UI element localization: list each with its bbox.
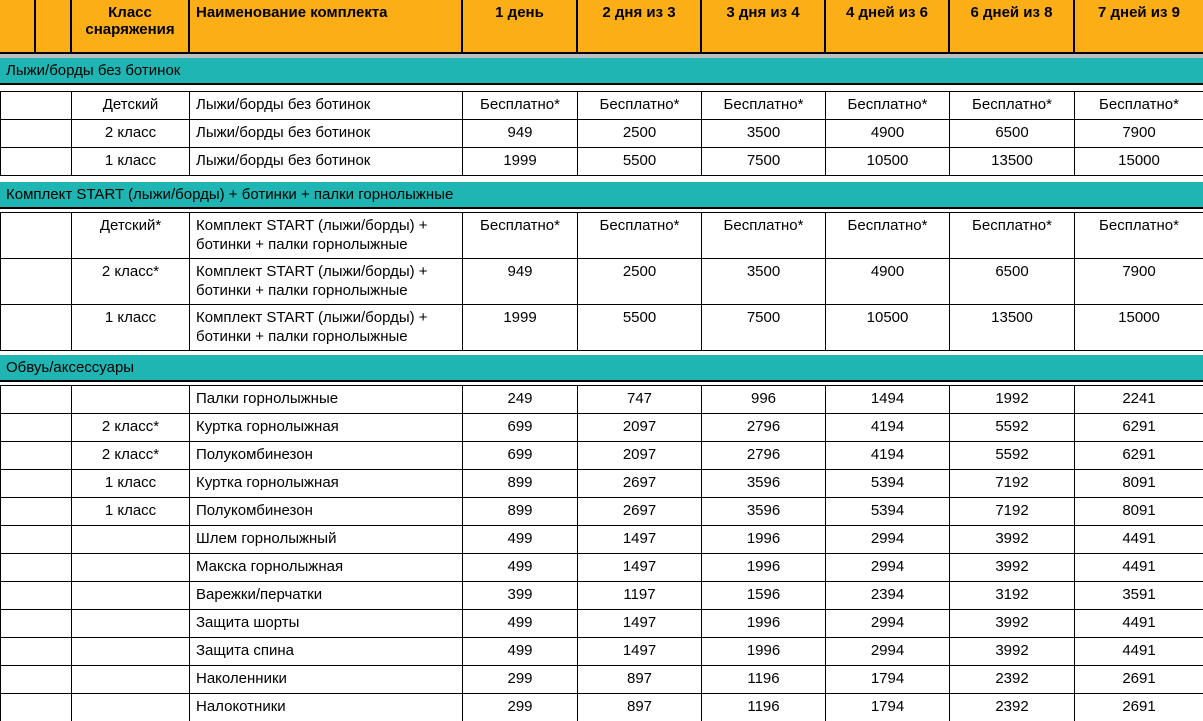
- name-cell: Полукомбинезон: [190, 442, 463, 469]
- class-cell: 2 класс*: [72, 414, 190, 441]
- name-cell: Наколенники: [190, 666, 463, 693]
- price-cell: Бесплатно*: [578, 213, 702, 258]
- price-cell: 1197: [578, 582, 702, 609]
- table-row: [0, 442, 1203, 470]
- section-title: Обвуь/аксессуары: [0, 355, 1203, 382]
- price-cell: Бесплатно*: [702, 92, 826, 119]
- table-row: [0, 666, 1203, 694]
- price-cell: 2697: [578, 498, 702, 525]
- price-cell: 15000: [1118, 152, 1160, 169]
- price-cell: 949: [463, 120, 578, 147]
- price-cell: 7900: [1122, 263, 1156, 280]
- header-cell-days-3of4: 3 дня из 4: [702, 0, 826, 52]
- class-cell: [72, 638, 190, 665]
- row-spacer-cell: [0, 526, 72, 553]
- price-cell: 499: [463, 526, 578, 553]
- header-cell-kit-name: Наименование комплекта: [190, 0, 463, 52]
- price-cell: 1497: [578, 526, 702, 553]
- price-cell: 5592: [950, 442, 1075, 469]
- price-cell: 2097: [578, 442, 702, 469]
- price-cell: 3992: [950, 638, 1075, 665]
- price-cell: 399: [463, 582, 578, 609]
- price-cell: 5592: [950, 414, 1075, 441]
- name-cell: Комплект START (лыжи/борды) + ботинки + палки горнолыжные: [190, 305, 463, 350]
- table-row: [0, 414, 1203, 442]
- price-cell: 5394: [826, 498, 950, 525]
- table-row: [0, 120, 1203, 148]
- class-cell: 2 класс: [72, 120, 190, 147]
- name-cell: Куртка горнолыжная: [190, 414, 463, 441]
- price-cell: 4900: [826, 259, 950, 304]
- price-cell: 1596: [702, 582, 826, 609]
- price-cell: 2994: [826, 526, 950, 553]
- price-cell: 2500: [578, 259, 702, 304]
- class-cell: [72, 582, 190, 609]
- row-spacer-cell: [0, 694, 72, 721]
- price-cell: Бесплатно*: [826, 92, 950, 119]
- price-cell: 699: [463, 442, 578, 469]
- price-cell: 1996: [702, 526, 826, 553]
- price-cell: 699: [463, 414, 578, 441]
- price-cell: 499: [463, 610, 578, 637]
- row-spacer-cell: [0, 213, 72, 258]
- name-cell: Защита спина: [190, 638, 463, 665]
- name-cell: Лыжи/борды без ботинок: [190, 92, 463, 119]
- price-cell: 1996: [702, 554, 826, 581]
- price-cell: 8091: [1122, 502, 1156, 519]
- price-cell: 3596: [702, 470, 826, 497]
- price-cell: Бесплатно*: [1099, 96, 1179, 113]
- name-cell: Комплект START (лыжи/борды) + ботинки + палки горнолыжные: [190, 259, 463, 304]
- price-cell: 899: [463, 498, 578, 525]
- name-cell: Шлем горнолыжный: [190, 526, 463, 553]
- price-cell: 6500: [950, 259, 1075, 304]
- price-cell: 15000: [1118, 309, 1160, 326]
- header-cell-days-4of6: 4 дней из 6: [826, 0, 950, 52]
- price-cell: 5394: [826, 470, 950, 497]
- price-cell: 3500: [702, 120, 826, 147]
- price-cell: 299: [463, 666, 578, 693]
- row-spacer-cell: [0, 666, 72, 693]
- price-cell: 1999: [463, 305, 578, 350]
- price-cell: 13500: [950, 305, 1075, 350]
- class-cell: [72, 386, 190, 413]
- price-cell: 2994: [826, 610, 950, 637]
- class-cell: 2 класс*: [72, 259, 190, 304]
- name-cell: Налокотники: [190, 694, 463, 721]
- price-cell: 1794: [826, 694, 950, 721]
- price-cell: 2796: [702, 442, 826, 469]
- price-cell: 6291: [1122, 446, 1156, 463]
- price-cell: 1996: [702, 638, 826, 665]
- price-cell: 4491: [1122, 558, 1156, 575]
- price-cell: 1196: [702, 666, 826, 693]
- price-cell: 7500: [702, 305, 826, 350]
- name-cell: Защита шорты: [190, 610, 463, 637]
- header-cell-class: Класс снаряжения: [72, 0, 190, 52]
- table-row: [0, 92, 1203, 120]
- price-cell: 2392: [950, 666, 1075, 693]
- price-cell: 7192: [950, 498, 1075, 525]
- section-rows: [0, 385, 1203, 721]
- section-rows: [0, 91, 1203, 176]
- table-row: [0, 305, 1203, 351]
- price-cell: 1497: [578, 610, 702, 637]
- price-cell: 897: [578, 666, 702, 693]
- row-spacer-cell: [0, 554, 72, 581]
- class-cell: 1 класс: [72, 498, 190, 525]
- class-cell: [72, 610, 190, 637]
- price-cell: 1497: [578, 554, 702, 581]
- price-cell: Бесплатно*: [702, 213, 826, 258]
- price-cell: 2697: [578, 470, 702, 497]
- price-cell: Бесплатно*: [826, 213, 950, 258]
- price-cell: 249: [463, 386, 578, 413]
- price-cell: 747: [578, 386, 702, 413]
- header-cell-empty-b: [36, 0, 72, 52]
- price-cell: 4491: [1122, 642, 1156, 659]
- table-row: [0, 694, 1203, 721]
- name-cell: Макска горнолыжная: [190, 554, 463, 581]
- row-spacer-cell: [0, 92, 72, 119]
- name-cell: Палки горнолыжные: [190, 386, 463, 413]
- price-cell: 3596: [702, 498, 826, 525]
- row-spacer-cell: [0, 442, 72, 469]
- price-cell: 899: [463, 470, 578, 497]
- table-row: [0, 498, 1203, 526]
- name-cell: Куртка горнолыжная: [190, 470, 463, 497]
- price-cell: 2392: [950, 694, 1075, 721]
- class-cell: Детский: [72, 92, 190, 119]
- class-cell: 1 класс: [72, 148, 190, 175]
- section-rows: [0, 212, 1203, 351]
- row-spacer-cell: [0, 638, 72, 665]
- price-cell: 2796: [702, 414, 826, 441]
- name-cell: Полукомбинезон: [190, 498, 463, 525]
- price-cell: 8091: [1122, 474, 1156, 491]
- price-cell: Бесплатно*: [463, 213, 578, 258]
- price-cell: 2097: [578, 414, 702, 441]
- class-cell: [72, 694, 190, 721]
- table-row: [0, 582, 1203, 610]
- price-cell: 949: [463, 259, 578, 304]
- price-cell: 7192: [950, 470, 1075, 497]
- price-cell: 10500: [826, 305, 950, 350]
- row-spacer-cell: [0, 414, 72, 441]
- table-row: [0, 148, 1203, 176]
- price-cell: Бесплатно*: [950, 92, 1075, 119]
- name-cell: Комплект START (лыжи/борды) + ботинки + палки горнолыжные: [190, 213, 463, 258]
- price-cell: 3192: [950, 582, 1075, 609]
- table-row: [0, 638, 1203, 666]
- price-cell: 5500: [578, 305, 702, 350]
- row-spacer-cell: [0, 148, 72, 175]
- section-title: Комплект START (лыжи/борды) + ботинки + палки горнолыжные: [0, 182, 1203, 209]
- price-cell: 1196: [702, 694, 826, 721]
- class-cell: 1 класс: [72, 305, 190, 350]
- price-cell: 2500: [578, 120, 702, 147]
- row-spacer-cell: [0, 120, 72, 147]
- price-cell: 5500: [578, 148, 702, 175]
- header-cell-days-7of9: 7 дней из 9: [1075, 0, 1203, 52]
- price-cell: 4491: [1122, 530, 1156, 547]
- price-cell: 1999: [463, 148, 578, 175]
- row-spacer-cell: [0, 498, 72, 525]
- price-cell: 3500: [702, 259, 826, 304]
- header-cell-day-1: 1 день: [463, 0, 578, 52]
- price-cell: Бесплатно*: [578, 92, 702, 119]
- header-cell-empty-a: [0, 0, 36, 52]
- price-cell: 4491: [1122, 614, 1156, 631]
- section-title: Лыжи/борды без ботинок: [0, 58, 1203, 85]
- price-cell: 897: [578, 694, 702, 721]
- name-cell: Лыжи/борды без ботинок: [190, 148, 463, 175]
- price-cell: 4194: [826, 442, 950, 469]
- row-spacer-cell: [0, 259, 72, 304]
- price-cell: Бесплатно*: [1099, 217, 1179, 234]
- class-cell: [72, 526, 190, 553]
- table-row: [0, 386, 1203, 414]
- price-cell: 499: [463, 554, 578, 581]
- price-cell: 3992: [950, 554, 1075, 581]
- price-cell: 2994: [826, 554, 950, 581]
- price-cell: 1497: [578, 638, 702, 665]
- table-row: [0, 526, 1203, 554]
- row-spacer-cell: [0, 470, 72, 497]
- name-cell: Лыжи/борды без ботинок: [190, 120, 463, 147]
- price-cell: 996: [702, 386, 826, 413]
- class-cell: Детский*: [72, 213, 190, 258]
- price-cell: 2691: [1122, 698, 1156, 715]
- table-header-row: [0, 0, 1203, 54]
- class-cell: 2 класс*: [72, 442, 190, 469]
- class-cell: 1 класс: [72, 470, 190, 497]
- price-cell: 10500: [826, 148, 950, 175]
- price-cell: 499: [463, 638, 578, 665]
- price-cell: 4194: [826, 414, 950, 441]
- price-cell: 2241: [1122, 390, 1156, 407]
- price-cell: 1494: [826, 386, 950, 413]
- row-spacer-cell: [0, 582, 72, 609]
- table-row: [0, 470, 1203, 498]
- price-cell: Бесплатно*: [950, 213, 1075, 258]
- price-cell: 6500: [950, 120, 1075, 147]
- price-cell: 3992: [950, 526, 1075, 553]
- price-cell: 1992: [950, 386, 1075, 413]
- price-cell: 7900: [1122, 124, 1156, 141]
- table-row: [0, 213, 1203, 259]
- price-cell: 2394: [826, 582, 950, 609]
- price-cell: 6291: [1122, 418, 1156, 435]
- price-cell: 1794: [826, 666, 950, 693]
- class-cell: [72, 554, 190, 581]
- price-cell: 4900: [826, 120, 950, 147]
- name-cell: Варежки/перчатки: [190, 582, 463, 609]
- price-cell: 7500: [702, 148, 826, 175]
- class-cell: [72, 666, 190, 693]
- price-cell: 13500: [950, 148, 1075, 175]
- header-cell-days-6of8: 6 дней из 8: [950, 0, 1075, 52]
- table-row: [0, 554, 1203, 582]
- row-spacer-cell: [0, 386, 72, 413]
- row-spacer-cell: [0, 610, 72, 637]
- price-cell: 2691: [1122, 670, 1156, 687]
- header-cell-days-2of3: 2 дня из 3: [578, 0, 702, 52]
- price-cell: 299: [463, 694, 578, 721]
- price-cell: 3992: [950, 610, 1075, 637]
- row-spacer-cell: [0, 305, 72, 350]
- price-cell: 1996: [702, 610, 826, 637]
- price-cell: 3591: [1122, 586, 1156, 603]
- table-row: [0, 610, 1203, 638]
- price-cell: Бесплатно*: [463, 92, 578, 119]
- table-row: [0, 259, 1203, 305]
- price-cell: 2994: [826, 638, 950, 665]
